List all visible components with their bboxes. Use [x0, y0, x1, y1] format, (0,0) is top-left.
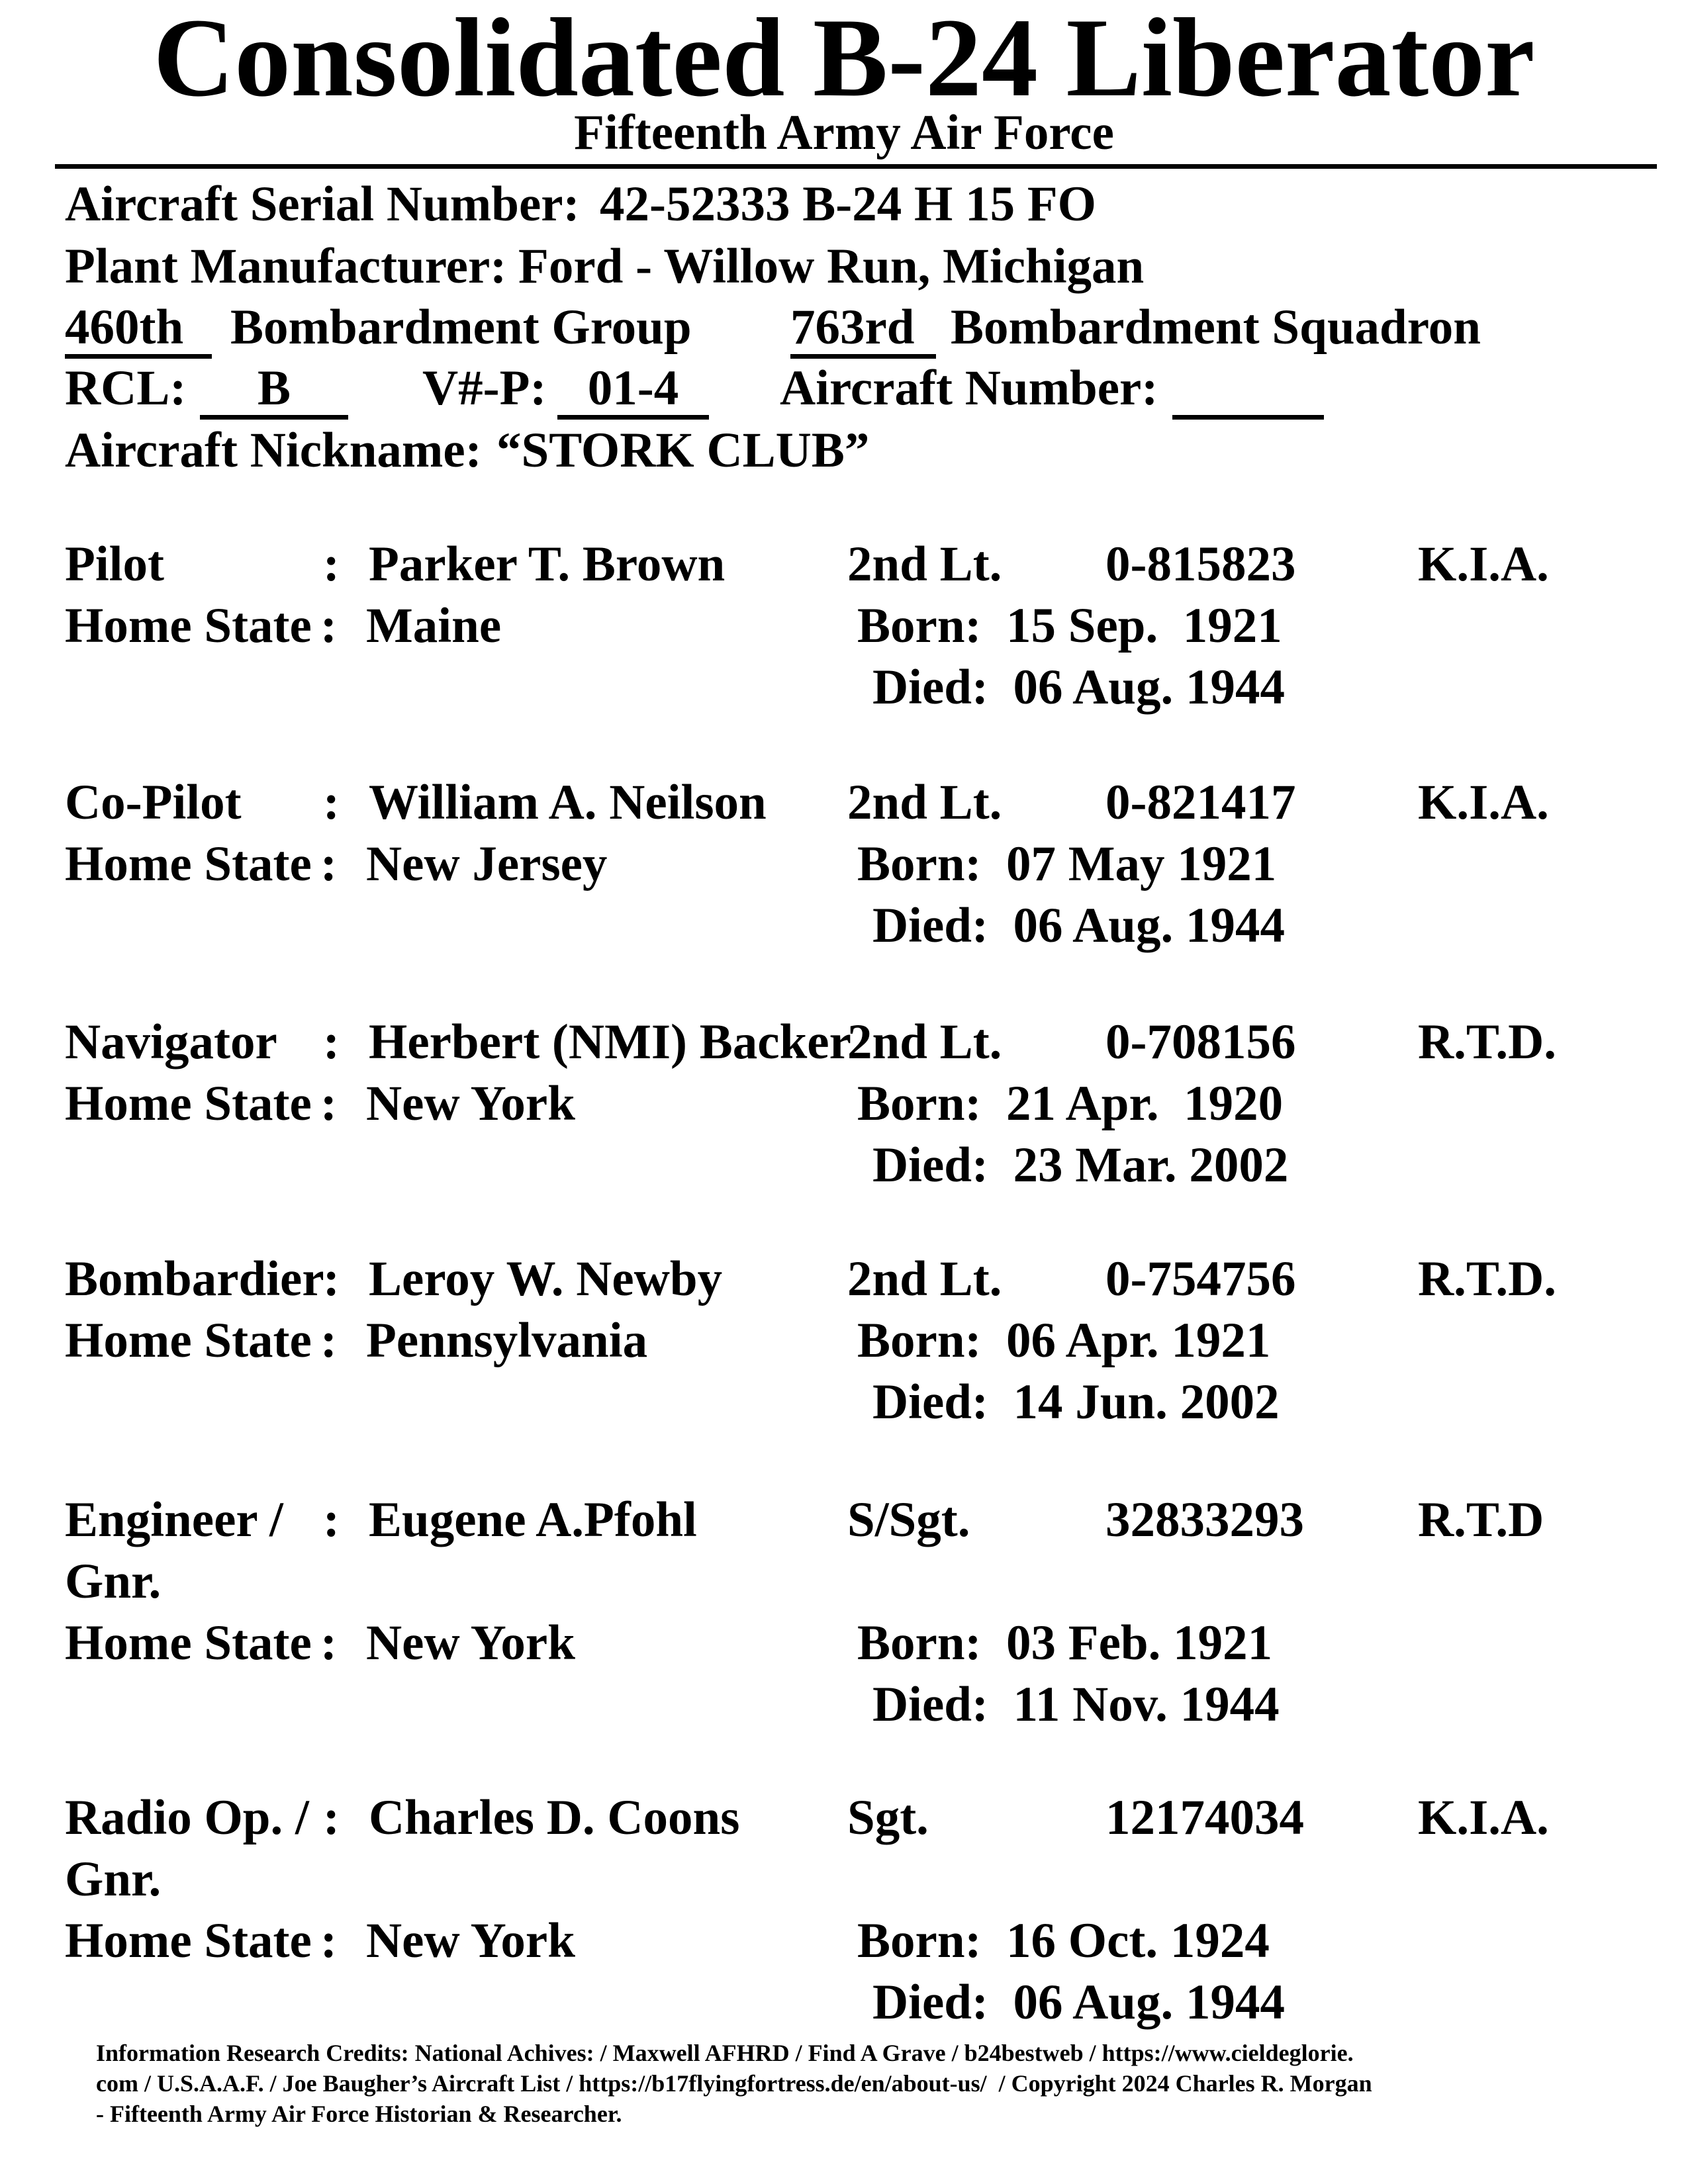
crew-serial: 0-754756	[1105, 1251, 1296, 1306]
crew-status: K.I.A.	[1418, 775, 1549, 830]
aircraft-serial-value: 42-52333 B-24 H 15 FO	[600, 177, 1096, 232]
vnp-value-field: 01-4	[557, 358, 709, 420]
crew-rank: 2nd Lt.	[847, 775, 1002, 830]
home-state-value: Pennsylvania	[366, 1313, 648, 1368]
crew-rank: Sgt.	[847, 1790, 929, 1845]
home-state-colon: :	[320, 1313, 337, 1368]
home-state-label: Home State	[65, 837, 312, 891]
crew-rank: S/Sgt.	[847, 1492, 970, 1547]
crew-main-line	[0, 1012, 1688, 1073]
died-value: Died: 06 Aug. 1944	[872, 660, 1285, 715]
group-squadron-line	[0, 297, 1688, 358]
crew-serial: 0-708156	[1105, 1015, 1296, 1069]
born-value: Born: 15 Sep. 1921	[857, 598, 1282, 653]
aircraft-number-label: Aircraft Number:	[780, 361, 1158, 416]
crew-role-second-line	[0, 1849, 1688, 1910]
crew-status: R.T.D	[1418, 1492, 1544, 1547]
crew-main-line	[0, 1490, 1688, 1551]
crew-home-line	[0, 1073, 1688, 1134]
died-value: Died: 06 Aug. 1944	[872, 898, 1285, 953]
header-divider	[55, 164, 1657, 169]
aircraft-number-blank-field	[1172, 358, 1324, 420]
plant-manufacturer-value: Ford - Willow Run, Michigan	[518, 239, 1145, 294]
died-value: Died: 06 Aug. 1944	[872, 1975, 1285, 2030]
home-state-label: Home State	[65, 1913, 312, 1968]
crew-colon: :	[323, 1251, 340, 1306]
died-value: Died: 14 Jun. 2002	[872, 1375, 1280, 1430]
crew-role: Co-Pilot	[65, 775, 242, 830]
squadron-label: Bombardment Squadron	[951, 300, 1481, 355]
plant-manufacturer-label: Plant Manufacturer:	[65, 239, 507, 294]
crew-serial: 12174034	[1105, 1790, 1304, 1845]
crew-died-line	[0, 1972, 1688, 2033]
crew-role-continued: Gnr.	[65, 1852, 162, 1907]
crew-serial: 0-815823	[1105, 537, 1296, 592]
crew-colon: :	[323, 1790, 340, 1845]
aircraft-serial-label: Aircraft Serial Number:	[65, 177, 580, 232]
crew-rank: 2nd Lt.	[847, 1015, 1002, 1069]
crew-name: William A. Neilson	[369, 775, 767, 830]
nickname-value: “STORK CLUB”	[496, 423, 870, 478]
rcl-line	[0, 358, 1688, 419]
home-state-colon: :	[320, 1913, 337, 1968]
home-state-value: Maine	[366, 598, 502, 653]
squadron-number-field: 763rd	[790, 297, 936, 359]
home-state-label: Home State	[65, 1313, 312, 1368]
crew-colon: :	[323, 1015, 340, 1069]
footer-credits-line-2: com / U.S.A.A.F. / Joe Baugher’s Aircraft List / https://b17flyingfortress.de/en/about-us/ / Copyright 2024 Charles R. Morgan	[96, 2070, 1372, 2097]
crew-main-line	[0, 534, 1688, 595]
home-state-label: Home State	[65, 1076, 312, 1131]
group-label: Bombardment Group	[230, 300, 692, 355]
crew-colon: :	[323, 537, 340, 592]
home-state-colon: :	[320, 598, 337, 653]
crew-role-second-line	[0, 1551, 1688, 1612]
crew-name: Eugene A.Pfohl	[369, 1492, 697, 1547]
crew-died-line	[0, 1674, 1688, 1735]
crew-rank: 2nd Lt.	[847, 537, 1002, 592]
group-number-field: 460th	[65, 297, 212, 359]
crew-role: Pilot	[65, 537, 164, 592]
crew-main-line	[0, 1249, 1688, 1310]
aircraft-serial-line	[0, 174, 1688, 235]
born-value: Born: 07 May 1921	[857, 837, 1277, 891]
born-value: Born: 16 Oct. 1924	[857, 1913, 1270, 1968]
crew-role: Engineer /	[65, 1492, 283, 1547]
crew-colon: :	[323, 775, 340, 830]
crew-died-line	[0, 1372, 1688, 1433]
crew-name: Charles D. Coons	[369, 1790, 740, 1845]
rcl-label: RCL:	[65, 361, 187, 416]
home-state-value: New York	[366, 1913, 575, 1968]
crew-serial: 32833293	[1105, 1492, 1304, 1547]
crew-name: Herbert (NMI) Backer	[369, 1015, 851, 1069]
nickname-line	[0, 420, 1688, 481]
crew-main-line	[0, 772, 1688, 833]
died-value: Died: 11 Nov. 1944	[872, 1677, 1280, 1732]
home-state-value: New York	[366, 1615, 575, 1670]
crew-status: K.I.A.	[1418, 537, 1549, 592]
crew-home-line	[0, 1613, 1688, 1674]
crew-name: Leroy W. Newby	[369, 1251, 723, 1306]
crew-role: Bombardier	[65, 1251, 324, 1306]
home-state-colon: :	[320, 1076, 337, 1131]
born-value: Born: 03 Feb. 1921	[857, 1615, 1273, 1670]
crew-home-line	[0, 1310, 1688, 1371]
footer-credits-line-3: - Fifteenth Army Air Force Historian & Researcher.	[96, 2101, 622, 2127]
crew-status: R.T.D.	[1418, 1015, 1557, 1069]
crew-status: R.T.D.	[1418, 1251, 1557, 1306]
footer-credits-line-1: Information Research Credits: National Achives: / Maxwell AFHRD / Find A Grave / b24bestweb / https://www.cieldeglorie.	[96, 2040, 1354, 2066]
born-value: Born: 06 Apr. 1921	[857, 1313, 1271, 1368]
home-state-colon: :	[320, 837, 337, 891]
crew-home-line	[0, 1911, 1688, 1972]
crew-role: Radio Op. /	[65, 1790, 309, 1845]
crew-home-line	[0, 834, 1688, 895]
crew-died-line	[0, 895, 1688, 956]
plant-manufacturer-line	[0, 236, 1688, 297]
crew-status: K.I.A.	[1418, 1790, 1549, 1845]
crew-role-continued: Gnr.	[65, 1554, 162, 1609]
crew-role: Navigator	[65, 1015, 277, 1069]
rcl-value-field: B	[200, 358, 348, 420]
died-value: Died: 23 Mar. 2002	[872, 1138, 1289, 1193]
page-title: Consolidated B-24 Liberator	[153, 0, 1535, 120]
crew-home-line	[0, 596, 1688, 657]
crew-died-line	[0, 1135, 1688, 1196]
born-value: Born: 21 Apr. 1920	[857, 1076, 1284, 1131]
crew-colon: :	[323, 1492, 340, 1547]
home-state-label: Home State	[65, 1615, 312, 1670]
page-subtitle: Fifteenth Army Air Force	[574, 105, 1114, 160]
crew-died-line	[0, 657, 1688, 718]
crew-main-line	[0, 1788, 1688, 1848]
crew-name: Parker T. Brown	[369, 537, 726, 592]
crew-serial: 0-821417	[1105, 775, 1296, 830]
home-state-value: New York	[366, 1076, 575, 1131]
home-state-colon: :	[320, 1615, 337, 1670]
home-state-label: Home State	[65, 598, 312, 653]
nickname-label: Aircraft Nickname:	[65, 423, 482, 478]
crew-rank: 2nd Lt.	[847, 1251, 1002, 1306]
home-state-value: New Jersey	[366, 837, 608, 891]
vnp-label: V#-P:	[422, 361, 547, 416]
